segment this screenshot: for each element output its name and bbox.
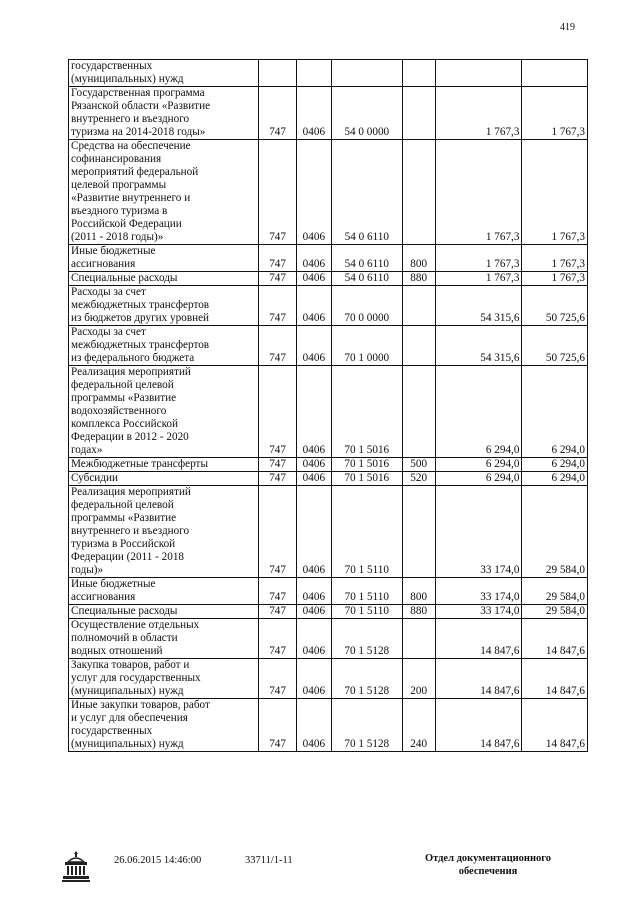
row-dept-code-cell: 747	[259, 140, 296, 245]
budget-table	[68, 59, 588, 752]
row-name-cell: Субсидии	[69, 472, 259, 486]
row-amount-2015-cell: 6 294,0	[435, 458, 522, 472]
row-amount-2015-cell: 33 174,0	[435, 605, 522, 619]
row-expense-type-cell	[402, 326, 435, 366]
table-row	[69, 699, 588, 752]
table-row	[69, 60, 588, 87]
row-expense-type-cell: 880	[402, 272, 435, 286]
table-row	[69, 366, 588, 458]
row-expense-type-cell: 800	[402, 578, 435, 605]
row-amount-2016-cell: 1 767,3	[522, 140, 588, 245]
table-row	[69, 286, 588, 326]
row-amount-2015-cell: 54 315,6	[435, 326, 522, 366]
row-amount-2015-cell: 14 847,6	[435, 699, 522, 752]
table-row	[69, 619, 588, 659]
row-article-code-cell: 70 1 5016	[332, 458, 403, 472]
row-dept-code-cell	[259, 60, 296, 87]
row-dept-code-cell: 747	[259, 326, 296, 366]
row-section-code-cell: 0406	[296, 472, 331, 486]
row-amount-2015-cell: 14 847,6	[435, 659, 522, 699]
footer-document-code: 33711/1-11	[245, 855, 293, 866]
row-dept-code-cell: 747	[259, 272, 296, 286]
row-name-cell: Расходы за счет межбюджетных трансфертов из федерального бюджета	[69, 326, 259, 366]
row-expense-type-cell: 520	[402, 472, 435, 486]
row-amount-2015-cell: 1 767,3	[435, 245, 522, 272]
row-article-code-cell: 54 0 6110	[332, 140, 403, 245]
row-expense-type-cell: 880	[402, 605, 435, 619]
row-amount-2016-cell: 14 847,6	[522, 699, 588, 752]
row-name-cell: Закупка товаров, работ и услуг для государственных (муниципальных) нужд	[69, 659, 259, 699]
row-amount-2016-cell: 29 584,0	[522, 578, 588, 605]
row-article-code-cell: 54 0 0000	[332, 87, 403, 140]
footer-department	[408, 852, 568, 878]
row-amount-2015-cell: 1 767,3	[435, 140, 522, 245]
footer-department-line1: Отдел документационного	[424, 853, 552, 864]
row-name-cell: Средства на обеспечение софинансирования мероприятий федеральной целевой программы «Развитие внутреннего и въездного туризма в Российской Федерации (2011 - 2018 годы)»	[69, 140, 259, 245]
row-expense-type-cell: 800	[402, 245, 435, 272]
row-expense-type-cell: 500	[402, 458, 435, 472]
table-row	[69, 87, 588, 140]
row-name-cell: Государственная программа Рязанской области «Развитие внутреннего и въездного туризма на 2014-2018 годы»	[69, 87, 259, 140]
row-expense-type-cell	[402, 619, 435, 659]
row-dept-code-cell: 747	[259, 458, 296, 472]
row-section-code-cell: 0406	[296, 619, 331, 659]
row-amount-2015-cell: 6 294,0	[435, 472, 522, 486]
row-amount-2015-cell: 33 174,0	[435, 486, 522, 578]
row-section-code-cell: 0406	[296, 578, 331, 605]
row-dept-code-cell: 747	[259, 87, 296, 140]
row-amount-2015-cell: 6 294,0	[435, 366, 522, 458]
row-name-cell: Осуществление отдельных полномочий в области водных отношений	[69, 619, 259, 659]
row-section-code-cell: 0406	[296, 140, 331, 245]
row-expense-type-cell	[402, 366, 435, 458]
row-section-code-cell: 0406	[296, 605, 331, 619]
row-name-cell: Иные бюджетные ассигнования	[69, 245, 259, 272]
table-row	[69, 605, 588, 619]
row-name-cell: Специальные расходы	[69, 605, 259, 619]
row-article-code-cell: 70 1 5110	[332, 605, 403, 619]
row-name-cell: Расходы за счет межбюджетных трансфертов из бюджетов других уровней	[69, 286, 259, 326]
table-row	[69, 245, 588, 272]
row-expense-type-cell: 200	[402, 659, 435, 699]
row-amount-2016-cell: 1 767,3	[522, 245, 588, 272]
row-amount-2015-cell: 1 767,3	[435, 272, 522, 286]
row-name-cell: Реализация мероприятий федеральной целевой программы «Развитие внутреннего и въездного туризма в Российской Федерации (2011 - 2018 годы)»	[69, 486, 259, 578]
row-amount-2016-cell: 6 294,0	[522, 458, 588, 472]
row-article-code-cell: 70 1 5016	[332, 366, 403, 458]
table-row	[69, 326, 588, 366]
row-dept-code-cell: 747	[259, 619, 296, 659]
table-row	[69, 140, 588, 245]
row-amount-2016-cell: 6 294,0	[522, 366, 588, 458]
row-dept-code-cell: 747	[259, 486, 296, 578]
table-row	[69, 272, 588, 286]
row-article-code-cell: 70 1 5128	[332, 659, 403, 699]
row-name-cell: Реализация мероприятий федеральной целевой программы «Развитие водохозяйственного комплекса Российской Федерации в 2012 - 2020 годах»	[69, 366, 259, 458]
row-amount-2016-cell: 14 847,6	[522, 619, 588, 659]
row-section-code-cell	[296, 60, 331, 87]
row-section-code-cell: 0406	[296, 486, 331, 578]
row-section-code-cell: 0406	[296, 87, 331, 140]
row-amount-2016-cell: 50 725,6	[522, 326, 588, 366]
row-section-code-cell: 0406	[296, 245, 331, 272]
row-section-code-cell: 0406	[296, 286, 331, 326]
budget-table-body	[69, 60, 588, 752]
row-amount-2016-cell: 14 847,6	[522, 659, 588, 699]
row-amount-2015-cell: 33 174,0	[435, 578, 522, 605]
table-row	[69, 486, 588, 578]
row-expense-type-cell	[402, 60, 435, 87]
page-number: 419	[560, 22, 575, 33]
row-name-cell: Иные закупки товаров, работ и услуг для обеспечения государственных (муниципальных) нужд	[69, 699, 259, 752]
row-amount-2016-cell: 1 767,3	[522, 272, 588, 286]
row-article-code-cell: 70 1 5016	[332, 472, 403, 486]
row-dept-code-cell: 747	[259, 366, 296, 458]
row-dept-code-cell: 747	[259, 605, 296, 619]
footer-date: 26.06.2015 14:46:00	[114, 855, 202, 866]
row-article-code-cell: 70 1 5110	[332, 486, 403, 578]
table-row	[69, 659, 588, 699]
footer-department-line2: обеспечения	[458, 866, 518, 877]
row-expense-type-cell	[402, 486, 435, 578]
row-article-code-cell: 70 1 5128	[332, 619, 403, 659]
row-dept-code-cell: 747	[259, 472, 296, 486]
row-section-code-cell: 0406	[296, 458, 331, 472]
duma-building-icon	[58, 848, 94, 884]
row-name-cell: Межбюджетные трансферты	[69, 458, 259, 472]
row-amount-2015-cell: 1 767,3	[435, 87, 522, 140]
row-dept-code-cell: 747	[259, 659, 296, 699]
row-expense-type-cell: 240	[402, 699, 435, 752]
row-expense-type-cell	[402, 286, 435, 326]
row-amount-2016-cell: 50 725,6	[522, 286, 588, 326]
row-amount-2016-cell: 1 767,3	[522, 87, 588, 140]
row-expense-type-cell	[402, 140, 435, 245]
table-row	[69, 458, 588, 472]
row-dept-code-cell: 747	[259, 578, 296, 605]
row-dept-code-cell: 747	[259, 699, 296, 752]
row-amount-2016-cell: 29 584,0	[522, 486, 588, 578]
row-expense-type-cell	[402, 87, 435, 140]
row-amount-2015-cell	[435, 60, 522, 87]
row-amount-2015-cell: 14 847,6	[435, 619, 522, 659]
row-article-code-cell	[332, 60, 403, 87]
table-row	[69, 578, 588, 605]
row-section-code-cell: 0406	[296, 326, 331, 366]
row-article-code-cell: 54 0 6110	[332, 272, 403, 286]
row-amount-2015-cell: 54 315,6	[435, 286, 522, 326]
row-name-cell: Специальные расходы	[69, 272, 259, 286]
row-amount-2016-cell	[522, 60, 588, 87]
row-section-code-cell: 0406	[296, 699, 331, 752]
row-article-code-cell: 54 0 6110	[332, 245, 403, 272]
row-amount-2016-cell: 29 584,0	[522, 605, 588, 619]
row-article-code-cell: 70 1 5128	[332, 699, 403, 752]
row-article-code-cell: 70 0 0000	[332, 286, 403, 326]
row-article-code-cell: 70 1 5110	[332, 578, 403, 605]
row-article-code-cell: 70 1 0000	[332, 326, 403, 366]
table-row	[69, 472, 588, 486]
row-dept-code-cell: 747	[259, 286, 296, 326]
row-section-code-cell: 0406	[296, 366, 331, 458]
row-name-cell: государственных (муниципальных) нужд	[69, 60, 259, 87]
row-section-code-cell: 0406	[296, 272, 331, 286]
row-name-cell: Иные бюджетные ассигнования	[69, 578, 259, 605]
row-section-code-cell: 0406	[296, 659, 331, 699]
row-dept-code-cell: 747	[259, 245, 296, 272]
row-amount-2016-cell: 6 294,0	[522, 472, 588, 486]
